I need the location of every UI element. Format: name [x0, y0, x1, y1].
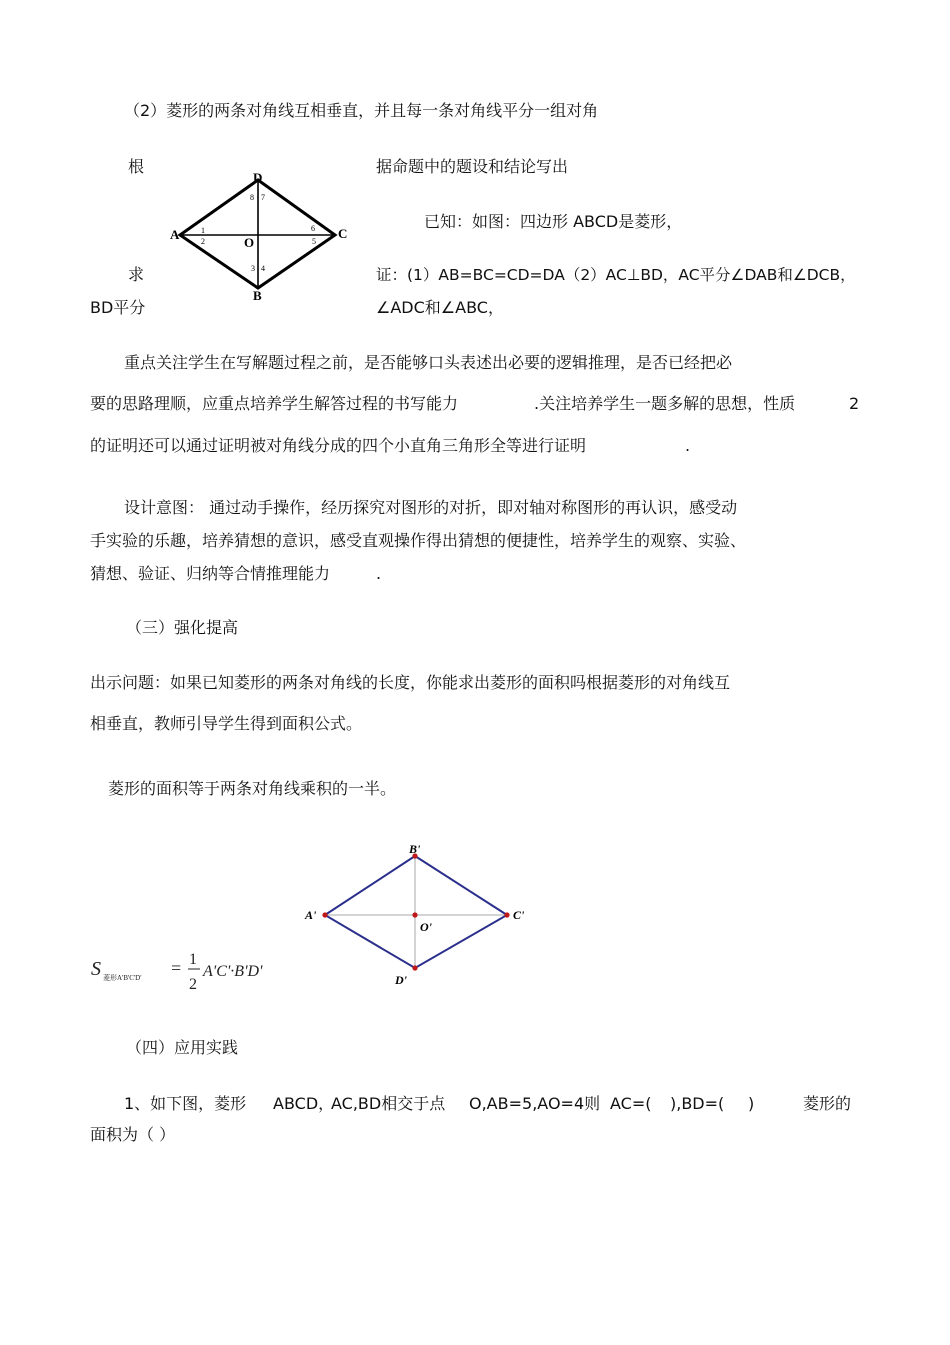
- text-known: 已知：如图：四边形 ABCD是菱形，: [424, 212, 683, 231]
- design-line-3b: .: [376, 564, 382, 583]
- fig1-label-b: B: [253, 288, 262, 303]
- design-line-1: 设计意图： 通过动手操作，经历探究对图形的对折，即对轴对称图形的再认识，感受动: [124, 498, 738, 517]
- fig1-angle-3: 3: [251, 264, 255, 273]
- fig1-label-c: C: [338, 226, 348, 241]
- text-gen-rest: 据命题中的题设和结论写出: [376, 157, 569, 176]
- section-4-heading: （四）应用实践: [126, 1038, 239, 1057]
- fig1-angle-1: 1: [201, 226, 205, 235]
- design-line-3a: 猜想、验证、归纳等合情推理能力: [90, 564, 331, 583]
- formula-rhs: A'C'·B'D': [203, 963, 263, 980]
- design-line-2: 手实验的乐趣，培养猜想的意识，感受直观操作得出猜想的便捷性，培养学生的观察、实验、: [90, 531, 747, 550]
- fig2-label-b: B': [409, 842, 421, 856]
- exercise-1-part-g: ): [748, 1094, 755, 1113]
- fig1-angle-2: 2: [201, 237, 205, 246]
- exercise-1-part-h: 菱形的: [803, 1094, 852, 1113]
- rhombus-figure-2: [300, 838, 540, 993]
- formula-subscript: 菱形A'B'C'D': [103, 974, 142, 982]
- fig1-label-a: A: [170, 227, 180, 242]
- fig2-label-c: C': [513, 908, 525, 922]
- text-qiu: 求: [128, 265, 145, 284]
- area-formula: [88, 946, 288, 996]
- text-prove: 证：(1）AB=BC=CD=DA（2）AC⊥BD，AC平分∠DAB和∠DCB，: [376, 266, 856, 284]
- formula-denominator: 2: [189, 976, 197, 993]
- fig1-angle-5: 5: [312, 237, 316, 246]
- fig1-label-d: D: [253, 170, 263, 185]
- exercise-1-part-e: AC=(: [610, 1094, 652, 1113]
- focus-line-3a: 的证明还可以通过证明被对角线分成的四个小直角三角形全等进行证明: [90, 436, 587, 455]
- section-3-heading: （三）强化提高: [126, 618, 239, 637]
- exercise-1-line-2: 面积为（ ）: [90, 1125, 176, 1144]
- rhombus-figure-1: [160, 165, 360, 305]
- formula-equals: =: [171, 958, 182, 978]
- question-line-2: 相垂直，教师引导学生得到面积公式。: [90, 714, 363, 733]
- question-line-1: 出示问题：如果已知菱形的两条对角线的长度，你能求出菱形的面积吗根据菱形的对角线互: [90, 673, 731, 692]
- text-adc: ∠ADC和∠ABC，: [376, 298, 504, 317]
- exercise-1-part-c: AC,BD相交于点: [331, 1094, 446, 1113]
- focus-line-2a: 要的思路理顺，应重点培养学生解答过程的书写能力: [90, 394, 459, 413]
- formula-numerator: 1: [189, 951, 197, 968]
- focus-line-3b: .: [685, 436, 691, 455]
- exercise-1-part-d: O,AB=5,AO=4则: [469, 1094, 601, 1113]
- area-statement: 菱形的面积等于两条对角线乘积的一半。: [108, 779, 397, 798]
- formula-s: S: [91, 958, 101, 980]
- exercise-1-part-b: ABCD，: [273, 1094, 335, 1113]
- fig2-label-o: O': [420, 920, 432, 934]
- exercise-1-part-f: ),BD=(: [670, 1094, 725, 1113]
- text-gen: 根: [128, 157, 145, 176]
- exercise-1-part-a: 1、如下图，菱形: [124, 1094, 247, 1113]
- fig2-label-d: D': [395, 973, 407, 987]
- text-bd-half: BD平分: [90, 298, 146, 317]
- fig1-angle-6: 6: [311, 224, 315, 233]
- focus-line-2c: 2: [849, 394, 860, 413]
- focus-line-2b: .关注培养学生一题多解的思想，性质: [534, 394, 796, 413]
- fig1-label-o: O: [244, 235, 255, 250]
- fig2-label-a: A': [305, 908, 317, 922]
- focus-line-1: 重点关注学生在写解题过程之前，是否能够口头表述出必要的逻辑推理，是否已经把必: [124, 353, 733, 372]
- fig1-angle-8: 8: [250, 193, 254, 202]
- fig1-angle-4: 4: [261, 264, 265, 273]
- fig1-angle-7: 7: [261, 193, 265, 202]
- para-property-2: （2）菱形的两条对角线互相垂直，并且每一条对角线平分一组对角: [124, 101, 599, 120]
